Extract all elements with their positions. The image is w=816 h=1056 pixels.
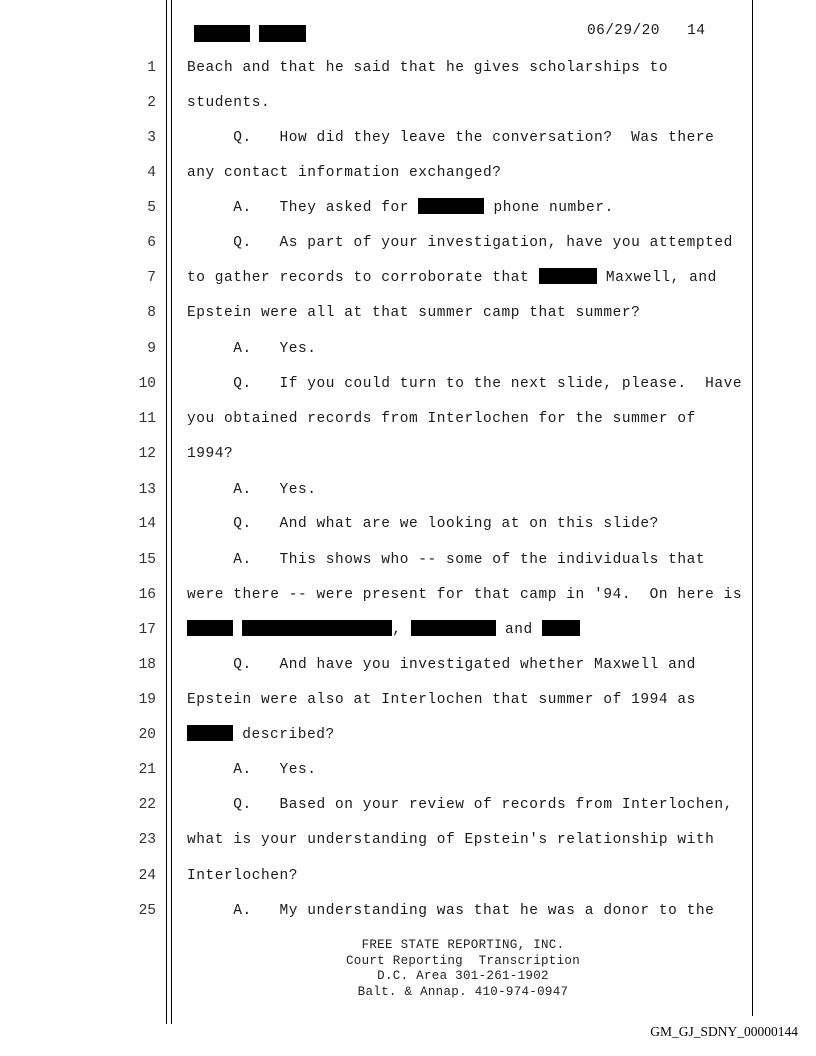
transcript-line [0,866,816,901]
transcript-line [0,339,816,374]
transcript-line [0,409,816,444]
line-number: 18 [138,657,156,673]
transcript-line [0,93,816,128]
line-text: Epstein were all at that summer camp that summer? [187,305,641,321]
line-number: 24 [138,868,156,884]
transcript-line [0,655,816,690]
line-number: 20 [138,727,156,743]
line-number: 13 [138,482,156,498]
transcript-line [0,444,816,479]
line-text: you obtained records from Interlochen for the summer of [187,411,696,427]
line-number: 16 [138,587,156,603]
footer-phone-dc: D.C. Area 301-261-1902 [377,969,549,983]
line-text-part: described? [233,727,335,743]
line-number: 8 [147,305,156,321]
line-text: Q. If you could turn to the next slide, please. Have [187,376,743,392]
bates-number: GM_GJ_SDNY_00000144 [650,1024,798,1039]
redaction-block [242,620,392,636]
line-text: Interlochen? [187,868,299,884]
redaction-block [411,620,496,636]
redaction-block [187,620,233,636]
line-number: 14 [138,516,156,532]
line-text-part: Maxwell, and [596,270,717,286]
line-text: any contact information exchanged? [187,165,502,181]
line-text [187,198,614,218]
transcript-line [0,268,816,303]
transcript-line [0,901,816,936]
line-number: 4 [147,165,156,181]
transcript-line [0,58,816,93]
redaction-block [418,198,484,214]
line-number: 10 [138,376,156,392]
line-text: students. [187,95,271,111]
transcript-line [0,690,816,725]
line-text: Q. Based on your review of records from Interlochen, [187,797,733,813]
redaction-block [542,620,580,636]
transcript-line [0,760,816,795]
line-number: 9 [147,341,156,357]
reporter-footer [0,938,816,1000]
line-text: A. Yes. [187,482,317,498]
transcript-line [0,374,816,409]
line-text: Epstein were also at Interlochen that summer of 1994 as [187,692,696,708]
line-text-part: to gather records to corroborate that [187,270,539,286]
line-number: 25 [138,903,156,919]
line-number: 23 [138,832,156,848]
line-text: Q. And what are we looking at on this slide? [187,516,659,532]
line-number: 12 [138,446,156,462]
line-text: were there -- were present for that camp in '94. On here is [187,587,743,603]
transcript-line [0,128,816,163]
line-text: A. My understanding was that he was a donor to the [187,903,715,919]
transcript-line [0,725,816,760]
transcript-line [0,514,816,549]
line-text-part: phone number. [484,200,614,216]
line-text: Q. As part of your investigation, have you attempted [187,235,733,251]
line-text: A. This shows who -- some of the individuals that [187,552,706,568]
transcript-line [0,620,816,655]
line-text-part: , [392,622,402,638]
line-number: 2 [147,95,156,111]
line-number: 19 [138,692,156,708]
line-number: 15 [138,552,156,568]
line-number: 1 [147,60,156,76]
line-number: 22 [138,797,156,813]
line-text [187,620,580,640]
transcript-line [0,480,816,515]
line-number: 21 [138,762,156,778]
line-text: A. Yes. [187,341,317,357]
line-number: 7 [147,270,156,286]
transcript-line [0,233,816,268]
header-redaction [259,25,306,42]
line-number: 11 [138,411,156,427]
line-text: A. Yes. [187,762,317,778]
line-number: 6 [147,235,156,251]
line-text: Q. And have you investigated whether Maxwell and [187,657,696,673]
line-text-part: and [495,622,543,638]
transcript-line [0,585,816,620]
line-text [187,268,717,288]
line-number: 17 [138,622,156,638]
line-text [187,725,335,745]
page-number: 14 [687,23,706,39]
line-number: 3 [147,130,156,146]
redaction-block [539,268,597,284]
transcript-line [0,550,816,585]
footer-service: Court Reporting Transcription [345,953,581,968]
line-text: 1994? [187,446,234,462]
line-text: Q. How did they leave the conversation? Was there [187,130,715,146]
line-text: Beach and that he said that he gives scholarships to [187,60,669,76]
footer-phone-balt: Balt. & Annap. 410-974-0947 [357,984,569,999]
header-date: 06/29/20 [587,23,660,39]
transcript-line [0,795,816,830]
line-number: 5 [147,200,156,216]
line-text: what is your understanding of Epstein's relationship with [187,832,715,848]
transcript-line [0,163,816,198]
transcript-line [0,198,816,233]
transcript-line [0,830,816,865]
header-redaction [194,25,250,42]
transcript-line [0,303,816,338]
header-date-page [587,23,705,39]
footer-company: FREE STATE REPORTING, INC. [361,938,565,952]
line-text-part: A. They asked for [187,200,419,216]
redaction-block [187,725,233,741]
